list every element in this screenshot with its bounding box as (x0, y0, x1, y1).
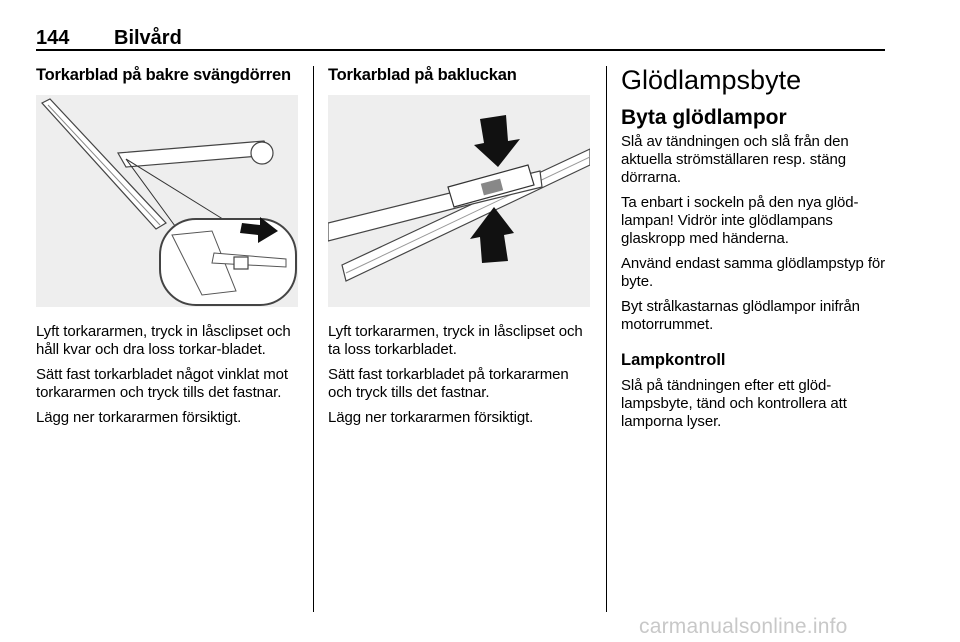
paragraph-2: Ta enbart i sockeln på den nya glöd-lampan! Vidrör inte glödlampans glaskropp med händerna. (621, 194, 859, 247)
heading-tailgate-wiper: Torkarblad på bakluckan (328, 66, 517, 84)
paragraph-1: Lyft torkararmen, tryck in låsclipset och håll kvar och dra loss torkar-bladet. (36, 323, 291, 358)
column-divider-1 (313, 66, 314, 612)
paragraph-5: Slå på tändningen efter ett glöd-lampsbyte, tänd och kontrollera att lamporna lyser. (621, 377, 847, 430)
paragraph-3: Lägg ner torkararmen försiktigt. (36, 409, 242, 426)
paragraph-2: Sätt fast torkarbladet på torkararmen och tryck tills det fastnar. (328, 366, 569, 401)
watermark: carmanualsonline.info (639, 615, 848, 638)
paragraph-3: Lägg ner torkararmen försiktigt. (328, 409, 534, 426)
paragraph-1: Slå av tändningen och slå från den aktuella strömställaren resp. stäng dörrarna. (621, 133, 849, 186)
wiper-blade-tailgate-illustration (328, 95, 590, 307)
wiper-blade-rear-door-illustration (36, 95, 298, 307)
column-divider-2 (606, 66, 607, 612)
heading-rear-door-wiper: Torkarblad på bakre svängdörren (36, 66, 291, 84)
section-subtitle: Byta glödlampor (621, 106, 787, 129)
paragraph-3: Använd endast samma glödlampstyp för byte. (621, 255, 886, 290)
column-tailgate (328, 64, 596, 434)
chapter-title: Glödlampsbyte (621, 65, 802, 95)
paragraph-1: Lyft torkararmen, tryck in låsclipset och ta loss torkarbladet. (328, 323, 583, 358)
paragraph-2: Sätt fast torkarbladet något vinklat mot torkararmen och tryck tills det fastnar. (36, 366, 288, 401)
header-rule (36, 49, 885, 51)
page-number: 144 (36, 27, 70, 49)
paragraph-4: Byt strålkastarnas glödlampor inifrån motorrummet. (621, 298, 860, 333)
section-title: Bilvård (114, 27, 182, 49)
subheading-lamp-check: Lampkontroll (621, 351, 726, 369)
column-bulb-replacement (621, 64, 889, 438)
column-rear-door (36, 64, 304, 434)
